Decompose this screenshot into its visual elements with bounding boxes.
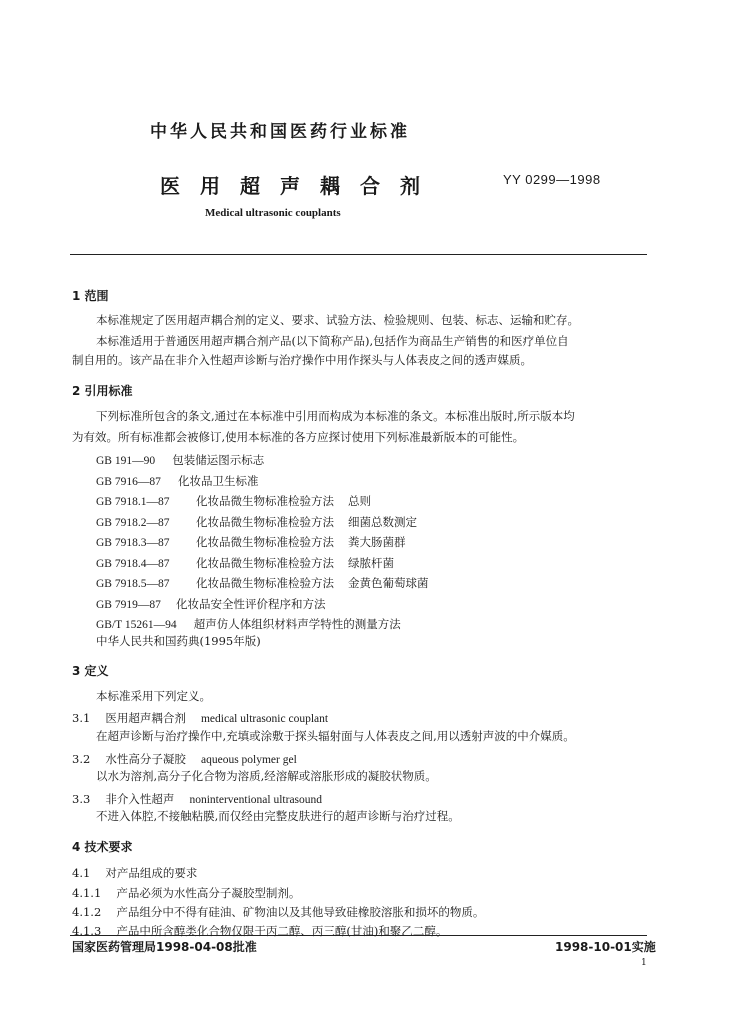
reference-row [96,613,401,632]
requirement-text: 产品中所含醇类化合物仅限于丙二醇、丙三醇(甘油)和聚乙二醇。 [116,924,448,938]
reference-subtitle: 细菌总数测定 [348,515,417,529]
reference-row [96,552,394,571]
section-2-heading: 2 引用标准 [72,384,133,398]
standard-title: 医用超声耦合剂 [160,174,440,198]
reference-row [96,593,325,612]
requirement-text: 产品组分中不得有硅油、矿物油以及其他导致硅橡胶溶胀和损坏的物质。 [116,905,485,919]
reference-code: GB 7919—87 [96,599,161,611]
requirement-number: 4.1.3 [72,924,102,938]
reference-title: 化妆品微生物标准检验方法 [196,515,334,529]
definition-number: 3.3 [72,792,91,806]
requirement-4-1-2 [72,901,484,920]
standard-category: 中华人民共和国医药行业标准 [150,122,410,142]
requirement-number: 4.1.1 [72,886,102,900]
section-2-para-1: 下列标准所包含的条文,通过在本标准中引用而构成为本标准的条文。本标准出版时,所示版本均 [96,409,575,423]
page-number: 1 [641,958,647,968]
standard-english-title: Medical ultrasonic couplants [205,207,341,219]
reference-title: 超声仿人体组织材料声学特性的测量方法 [193,617,401,631]
reference-code: GB 7918.1—87 [96,496,170,508]
approval-note: 国家医药管理局1998-04-08批准 [72,940,257,954]
definition-3-2 [72,748,297,767]
section-2-para-1-cont: 为有效。所有标准都会被修订,使用本标准的各方应探讨使用下列标准最新版本的可能性。 [72,430,525,444]
definition-term: 医用超声耦合剂 [105,711,186,725]
effective-date: 1998-10-01实施 [555,940,656,954]
footer-divider [70,935,647,936]
requirement-4-1-1 [72,882,300,901]
reference-row [96,572,429,591]
reference-code: GB 7918.5—87 [96,578,170,590]
section-3-heading: 3 定义 [72,664,109,678]
section-4-heading: 4 技术要求 [72,840,133,854]
pharmacopoeia-reference: 中华人民共和国药典(1995年版) [96,634,261,648]
requirement-4-1-3 [72,920,447,939]
reference-subtitle: 金黄色葡萄球菌 [348,576,429,590]
reference-code: GB 7918.2—87 [96,517,170,529]
definition-english-term: noninterventional ultrasound [189,794,323,806]
reference-row [96,511,417,530]
definition-english-term: aqueous polymer gel [200,754,297,766]
section-1-para-2: 本标准适用于普通医用超声耦合剂产品(以下简称产品),包括作为商品生产销售的和医疗单位自 [96,334,569,348]
reference-subtitle: 绿脓杆菌 [348,556,394,570]
section-1-heading: 1 范围 [72,289,109,303]
section-3-intro: 本标准采用下列定义。 [96,689,211,703]
reference-title: 化妆品微生物标准检验方法 [196,535,334,549]
reference-code: GB 7918.3—87 [96,537,170,549]
definition-3-1-text: 在超声诊断与治疗操作中,充填或涂敷于探头辐射面与人体表皮之间,用以透射声波的中介媒质。 [96,729,575,743]
section-1-para-2-cont: 制自用的。该产品在非介入性超声诊断与治疗操作中用作探头与人体表皮之间的透声媒质。 [72,353,532,367]
definition-number: 3.2 [72,752,91,766]
reference-title: 化妆品安全性评价程序和方法 [175,597,326,611]
requirement-text: 对产品组成的要求 [105,866,198,880]
definition-term: 水性高分子凝胶 [105,752,186,766]
definition-term: 非介入性超声 [105,792,175,806]
reference-title: 化妆品微生物标准检验方法 [196,576,334,590]
reference-title: 化妆品微生物标准检验方法 [196,494,334,508]
reference-subtitle: 总则 [348,494,371,508]
reference-code: GB 191—90 [96,455,156,467]
definition-number: 3.1 [72,711,91,725]
requirement-4-1 [72,862,197,881]
reference-row [96,490,371,509]
reference-row [96,470,258,489]
definition-3-3-text: 不进入体腔,不接触粘膜,而仅经由完整皮肤进行的超声诊断与治疗过程。 [96,809,460,823]
definition-english-term: medical ultrasonic couplant [200,713,329,725]
requirement-number: 4.1.2 [72,905,102,919]
reference-subtitle: 粪大肠菌群 [348,535,406,549]
reference-row [96,531,406,550]
standard-code: YY 0299—1998 [503,172,601,187]
reference-code: GB 7916—87 [96,476,161,488]
reference-title: 化妆品卫生标准 [177,474,259,488]
definition-3-1 [72,707,328,726]
definition-3-3 [72,788,322,807]
reference-title: 化妆品微生物标准检验方法 [196,556,334,570]
reference-title: 包装储运图示标志 [172,453,265,467]
requirement-number: 4.1 [72,866,91,880]
requirement-text: 产品必须为水性高分子凝胶型制剂。 [116,886,301,900]
reference-row [96,449,264,468]
reference-code: GB/T 15261—94 [96,619,177,631]
section-1-para-1: 本标准规定了医用超声耦合剂的定义、要求、试验方法、检验规则、包装、标志、运输和贮存。 [96,313,579,327]
definition-3-2-text: 以水为溶剂,高分子化合物为溶质,经溶解或溶胀形成的凝胶状物质。 [96,769,437,783]
reference-code: GB 7918.4—87 [96,558,170,570]
header-divider [70,254,647,255]
